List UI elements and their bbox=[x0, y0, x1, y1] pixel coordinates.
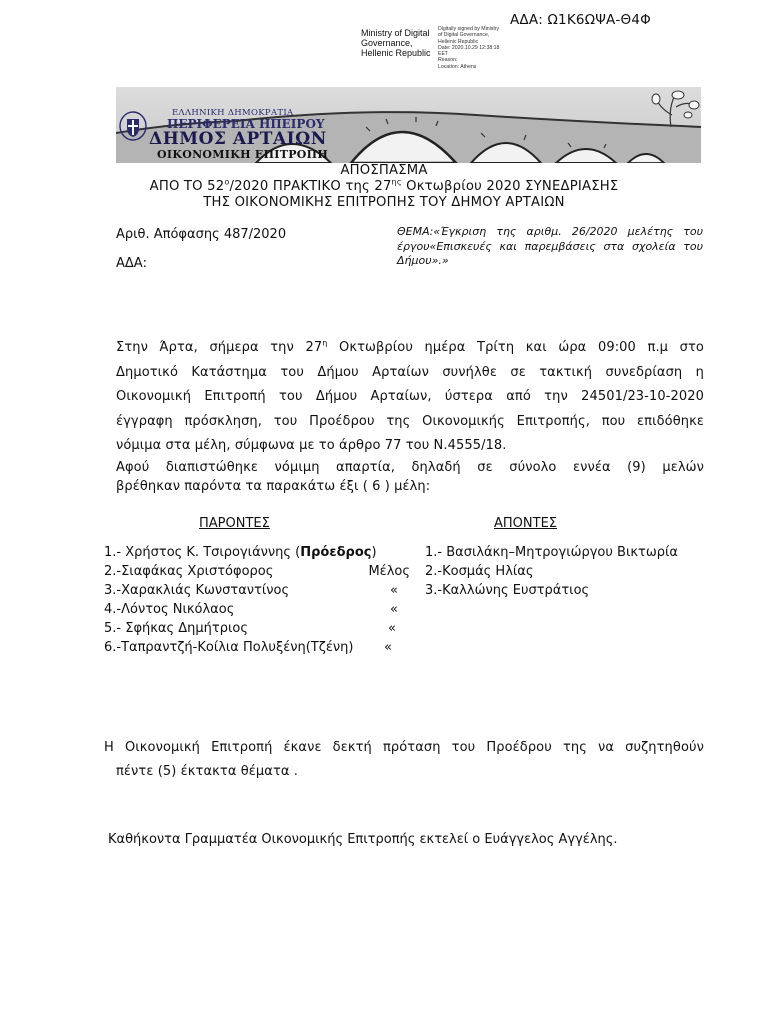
member-role: « bbox=[390, 583, 398, 598]
member-role: « bbox=[390, 602, 398, 617]
list-item bbox=[104, 638, 410, 657]
paragraph-line bbox=[116, 336, 704, 361]
paragraph-line: πέντε (5) έκτακτα θέματα . bbox=[116, 764, 299, 779]
superscript: η bbox=[322, 338, 328, 348]
present-members-list bbox=[104, 543, 410, 657]
committee-heading: ΤΗΣ ΟΙΚΟΝΟΜΙΚΗΣ ΕΠΙΤΡΟΠΗΣ ΤΟΥ ΔΗΜΟΥ ΑΡΤΑΙΩΝ bbox=[203, 195, 565, 210]
signature-detail-line: Location: Athens bbox=[438, 63, 477, 70]
absent-header: ΑΠΟΝΤΕΣ bbox=[494, 516, 557, 531]
member-name bbox=[104, 543, 377, 562]
signer-line: Ministry of Digital bbox=[361, 28, 430, 38]
list-item bbox=[104, 543, 410, 562]
list-item bbox=[104, 581, 410, 600]
signer-line: Governance, bbox=[361, 38, 413, 48]
banner-municipality: ΔΗΜΟΣ ΑΡΤΑΙΩΝ bbox=[149, 129, 327, 149]
list-item bbox=[104, 619, 410, 638]
paragraph-line: Η Οικονομική Επιτροπή έκανε δεκτή πρόταση του Προέδρου της να συζητηθούν bbox=[104, 740, 704, 755]
list-item bbox=[104, 562, 410, 581]
list-item: 3.-Καλλώνης Ευστράτιος bbox=[425, 583, 590, 598]
signature-detail-line: of Digital Governance, bbox=[438, 32, 490, 39]
signature-detail-line: Reason: bbox=[438, 57, 458, 64]
paragraph-line: Οικονομική Επιτροπή του Δήμου Αρταίων, ύστερα από την 24501/23-10-2020 bbox=[116, 389, 704, 404]
absent-members-list bbox=[425, 543, 678, 600]
signature-details bbox=[438, 26, 528, 70]
ada-label: ΑΔΑ: bbox=[116, 256, 148, 271]
member-role: « bbox=[384, 640, 392, 655]
signature-detail-line: Hellenic Republic bbox=[438, 38, 479, 45]
member-name: 3.-Χαρακλιάς Κωνσταντίνος bbox=[104, 583, 290, 598]
meeting-paragraph bbox=[116, 336, 704, 459]
document-title: ΑΠΟΣΠΑΣΜΑ bbox=[340, 163, 428, 178]
signature-detail-line: Digitally signed by Ministry bbox=[438, 26, 500, 32]
signature-detail-line: Date: 2020.10.29 12:38:18 bbox=[438, 44, 500, 51]
member-name-tail: ) bbox=[371, 545, 377, 560]
paragraph-line: έγγραφη πρόσκληση, του Προέδρου της Οικονομικής Επιτροπής, που επιδόθηκε bbox=[116, 413, 704, 429]
paragraph-line: νόμιμα στα μέλη, σύμφωνα με το άρθρο 77 του Ν.4555/18. bbox=[116, 438, 507, 453]
member-name: 2.-Σιαφάκας Χριστόφορος bbox=[104, 564, 274, 579]
text-part: Οκτωβρίου ημέρα Τρίτη και ώρα 09:00 π.μ στο bbox=[327, 340, 704, 355]
banner-republic: ΕΛΛΗΝΙΚΗ ΔΗΜΟΚΡΑΤΙΑ bbox=[172, 108, 294, 118]
signature-detail-line: EET bbox=[438, 51, 449, 58]
paragraph-line: Αφού διαπιστώθηκε νόμιμη απαρτία, δηλαδή σε σύνολο εννέα (9) μελών bbox=[116, 460, 704, 475]
ada-code-header: ΑΔΑ: Ω1Κ6ΩΨΑ-Θ4Φ bbox=[510, 12, 651, 28]
present-header: ΠΑΡΟΝΤΕΣ bbox=[199, 516, 270, 531]
signer-line: Hellenic Republic bbox=[361, 48, 431, 58]
secretary-paragraph: Καθήκοντα Γραμματέα Οικονομικής Επιτροπής εκτελεί ο Ευάγγελος Αγγέλης. bbox=[108, 832, 618, 847]
banner-region: ΠΕΡΙΦΕΡΕΙΑ ΗΠΕΙΡΟΥ bbox=[167, 117, 325, 131]
minutes-ref-part: /2020 ΠΡΑΚΤΙΚΟ της 27 bbox=[229, 179, 392, 194]
member-role: Μέλος bbox=[368, 564, 410, 579]
minutes-ref-part: ΑΠΟ ΤΟ 52 bbox=[149, 179, 225, 194]
member-name-text: 1.- Χρήστος Κ. Τσιρογιάννης ( bbox=[104, 545, 301, 560]
coat-of-arms-icon bbox=[119, 111, 147, 141]
list-item: 2.-Κοσμάς Ηλίας bbox=[425, 564, 534, 579]
banner-committee: ΟΙΚΟΝΟΜΙΚΗ ΕΠΙΤΡΟΠΗ bbox=[157, 148, 329, 161]
subject-text: ΘΕΜΑ:«Έγκριση της αριθμ. 26/2020 μελέτης του έργου«Επισκευές και παρεμβάσεις στα σχολεία του Δήμου».» bbox=[397, 225, 703, 267]
list-item bbox=[104, 600, 410, 619]
list-item: 1.- Βασιλάκη–Μητρογιώργου Βικτωρία bbox=[425, 545, 678, 560]
member-title: Πρόεδρος bbox=[300, 545, 372, 560]
signature-signer bbox=[361, 28, 441, 58]
text-part: Στην Άρτα, σήμερα την 27 bbox=[116, 340, 323, 355]
member-name: 6.-Ταπραντζή-Κοίλια Πολυξένη(Τζένη) bbox=[104, 640, 354, 655]
superscript: ης bbox=[391, 177, 402, 187]
member-role: « bbox=[388, 621, 396, 636]
superscript: ο bbox=[224, 177, 230, 187]
minutes-ref-part: Οκτωβρίου 2020 ΣΥΝΕΔΡΙΑΣΗΣ bbox=[401, 179, 619, 194]
extra-topics-paragraph bbox=[104, 736, 704, 784]
member-name: 5.- Σφήκας Δημήτριος bbox=[104, 621, 248, 636]
minutes-reference bbox=[0, 179, 768, 194]
member-name: 4.-Λόντος Νικόλαος bbox=[104, 602, 235, 617]
quorum-paragraph bbox=[116, 458, 704, 496]
paragraph-line: Δημοτικό Κατάστημα του Δήμου Αρταίων συνήλθε σε τακτική συνεδρίαση η bbox=[116, 364, 704, 380]
decision-number: Αριθ. Απόφασης 487/2020 bbox=[116, 227, 287, 242]
paragraph-line: βρέθηκαν παρόντα τα παρακάτω έξι ( 6 ) μέλη: bbox=[116, 479, 431, 494]
